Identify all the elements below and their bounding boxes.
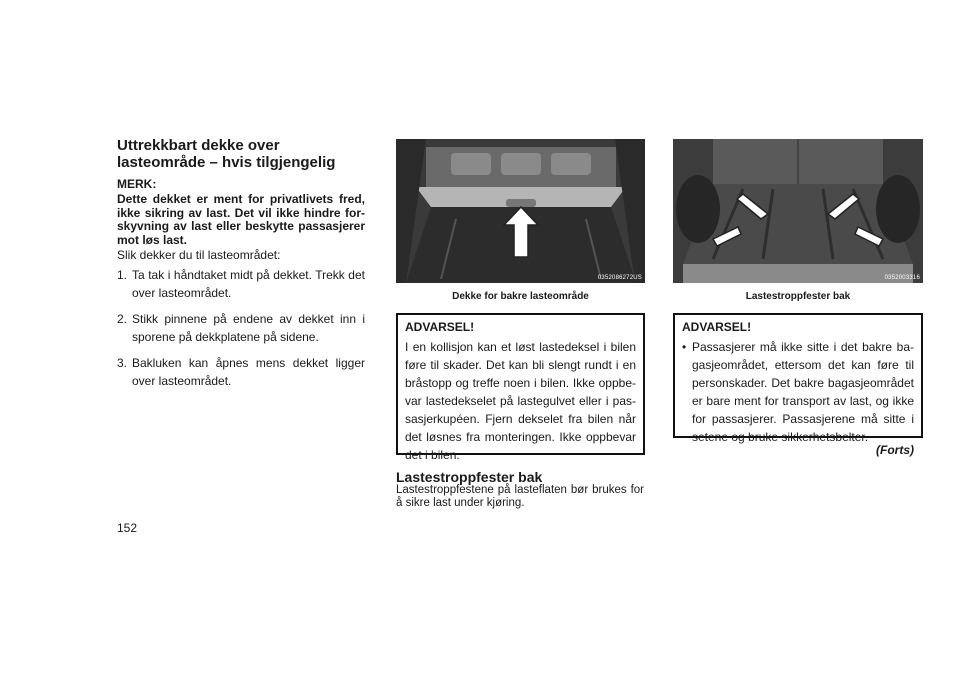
figure-caption: Dekke for bakre lasteområde [452,291,589,302]
warning-box-cargo-cover [396,313,645,462]
list-item [117,266,365,302]
intro-text: Slik dekker du til lasteområdet: [117,248,281,262]
note-label: MERK: [117,177,157,191]
bullet-dot: • [682,340,687,354]
step-number: 1. [117,268,128,282]
step-text: Ta tak i håndtaket midt på dekket. Trekk det over lasteområdet. [132,268,365,300]
note-text: Dette dekket er ment for privatlivets fred, ikke sikring av last. Det vil ikke hindre for-skyvning av last eller beskytte passasjerer mot løs last. [117,192,365,247]
figure-code: 0352086272US [597,275,642,281]
page-number: 152 [117,521,138,535]
warning-text: I en kollisjon kan et løst lastedeksel i bilen føre til skader. Det kan bli slengt rundt i en bråstopp og treffe noen i bilen. Ikke oppbe-var lastedekselet på lastegulvet eller i pas-sasjerkupéen. Fjern dekselet fra bilen når det løsnes fra monteringen. Ikke oppbevar det i bilen. [405,340,636,462]
steps-list [117,266,365,398]
figure-code: 0352003316 [884,275,920,281]
cargo-cover-illustration [396,139,645,283]
section-title-cargo-cover: Uttrekkbart dekke over lasteområde – hvis tilgjengelig [117,137,336,171]
figure-caption: Lastestroppfester bak [745,291,851,302]
warning-text: Passasjerer må ikke sitte i det bakre ba-gasjeområdet, ettersom det kan føre til personskader. Det bakre bagasjeområdet er bare ment for transport av last, og ikke for passasjerer. Passasjerene må sitte i setene og bruke sikkerhetsbelter. [692,340,914,444]
tie-downs-text: Lastestroppfestene på lasteflaten bør brukes for å sikre last under kjøring. [396,484,644,509]
step-number: 2. [117,312,128,326]
warning-bullet [682,338,914,446]
warning-label: ADVARSEL! [682,320,752,334]
tie-down-photo [673,139,923,283]
step-text: Bakluken kan åpnes mens dekket ligger over lasteområdet. [132,356,365,388]
warning-box-passengers [673,313,923,444]
section-title-tie-downs: Lastestroppfester bak [396,469,543,485]
list-item [117,310,365,346]
cargo-cover-photo [396,139,645,283]
list-item [117,354,365,390]
step-text: Stikk pinnene på endene av dekket inn i sporene på dekkplatene på sidene. [132,312,365,344]
warning-label: ADVARSEL! [405,320,475,334]
tie-down-illustration [673,139,923,283]
continued-label: (Forts) [876,443,914,457]
step-number: 3. [117,356,128,370]
